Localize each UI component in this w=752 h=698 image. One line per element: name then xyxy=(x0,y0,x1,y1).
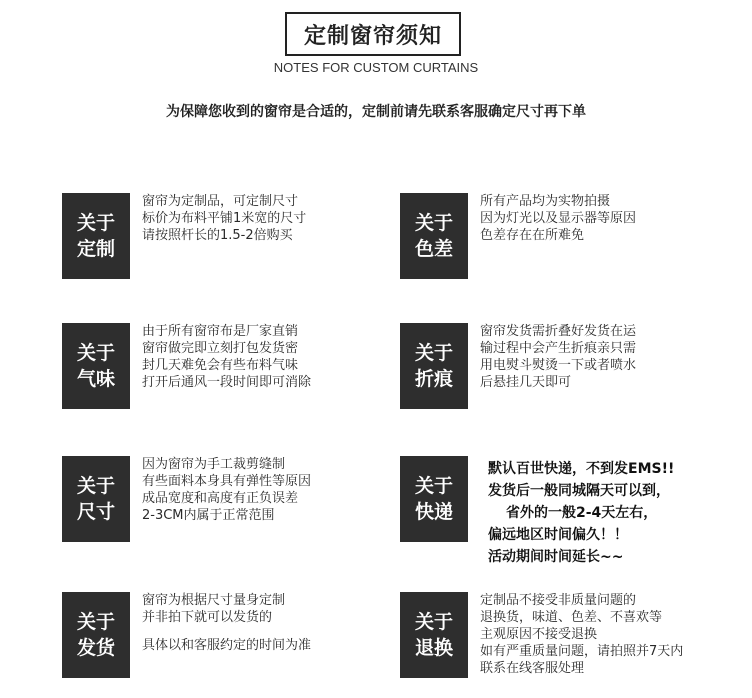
notice-card-smell xyxy=(62,323,392,413)
text-line: 具体以和客服约定的时间为准 xyxy=(142,638,312,653)
text-line: 用电熨斗熨烫一下或者喷水 xyxy=(480,358,637,373)
text-line: 发货后一般同城隔天可以到， xyxy=(488,483,670,499)
text-line: 标价为布料平铺1米宽的尺寸 xyxy=(142,211,307,226)
text-line: 偏远地区时间偏久！！ xyxy=(488,527,628,543)
badge-line: 定制 xyxy=(76,238,115,260)
text-line: 默认百世快递，不到发EMS!! xyxy=(488,461,675,477)
card-text xyxy=(480,323,745,391)
card-text xyxy=(142,456,407,524)
card-text xyxy=(142,323,407,391)
card-text xyxy=(488,458,752,568)
text-line: 活动期间时间延长~~ xyxy=(488,549,624,565)
text-line: 窗帘为根据尺寸量身定制 xyxy=(142,593,286,608)
notice-card-size xyxy=(62,456,392,546)
intro-text: 为保障您收到的窗帘是合适的，定制前请先联系客服确定尺寸再下单 xyxy=(166,104,586,120)
text-line: 请按照杆长的1.5-2倍购买 xyxy=(142,228,293,243)
notice-card-color xyxy=(400,193,730,283)
card-badge xyxy=(62,592,130,678)
notice-card-delivery xyxy=(62,592,392,682)
text-line: 后悬挂几天即可 xyxy=(480,375,572,390)
page-subtitle: NOTES FOR CUSTOM CURTAINS xyxy=(273,60,479,75)
text-line: 2-3CM内属于正常范围 xyxy=(142,508,275,523)
text-line: 如有严重质量问题，请拍照并7天内 xyxy=(480,644,684,659)
badge-line: 气味 xyxy=(76,368,115,390)
badge-line: 关于 xyxy=(76,342,115,364)
text-line: 窗帘做完即立刻打包发货密 xyxy=(142,341,299,356)
badge-line: 关于 xyxy=(414,212,453,234)
text-line: 主观原因不接受退换 xyxy=(480,627,598,642)
card-badge xyxy=(400,323,468,409)
text-line: 由于所有窗帘布是厂家直销 xyxy=(142,324,299,339)
text-line: 省外的一般2-4天左右， xyxy=(506,505,658,521)
card-badge xyxy=(400,456,468,542)
card-badge xyxy=(62,193,130,279)
notice-card-return xyxy=(400,592,730,682)
text-line: 联系在线客服处理 xyxy=(480,661,585,676)
spacer xyxy=(142,626,407,637)
text-line: 色差存在在所难免 xyxy=(480,228,585,243)
card-badge xyxy=(62,323,130,409)
badge-line: 关于 xyxy=(76,475,115,497)
badge-line: 关于 xyxy=(414,475,453,497)
text-line: 成品宽度和高度有正负误差 xyxy=(142,491,299,506)
text-line: 定制品不接受非质量问题的 xyxy=(480,593,637,608)
badge-line: 关于 xyxy=(414,342,453,364)
badge-line: 关于 xyxy=(414,611,453,633)
badge-line: 尺寸 xyxy=(76,501,115,523)
card-badge xyxy=(62,456,130,542)
card-text xyxy=(480,193,745,244)
badge-line: 折痕 xyxy=(414,368,453,390)
notice-card-crease xyxy=(400,323,730,413)
text-line: 因为灯光以及显示器等原因 xyxy=(480,211,637,226)
badge-line: 发货 xyxy=(76,637,115,659)
page-title: 定制窗帘须知 xyxy=(285,12,461,56)
badge-line: 关于 xyxy=(76,212,115,234)
badge-line: 色差 xyxy=(414,238,453,260)
card-badge xyxy=(400,193,468,279)
card-badge xyxy=(400,592,468,678)
badge-line: 关于 xyxy=(76,611,115,633)
text-line: 窗帘为定制品，可定制尺寸 xyxy=(142,194,299,209)
text-line: 并非拍下就可以发货的 xyxy=(142,610,273,625)
text-line: 有些面料本身具有弹性等原因 xyxy=(142,474,312,489)
notice-card-shipping xyxy=(400,456,730,565)
card-text xyxy=(480,592,745,677)
text-line: 输过程中会产生折痕亲只需 xyxy=(480,341,637,356)
card-text xyxy=(142,592,407,654)
text-line: 封几天难免会有些布料气味 xyxy=(142,358,299,373)
text-line: 退换货，味道、色差、不喜欢等 xyxy=(480,610,663,625)
badge-line: 退换 xyxy=(414,637,453,659)
text-line: 打开后通风一段时间即可消除 xyxy=(142,375,312,390)
badge-line: 快递 xyxy=(414,501,453,523)
text-line: 因为窗帘为手工裁剪缝制 xyxy=(142,457,286,472)
text-line: 窗帘发货需折叠好发货在运 xyxy=(480,324,637,339)
card-text xyxy=(142,193,407,244)
text-line: 所有产品均为实物拍摄 xyxy=(480,194,611,209)
notice-card-custom xyxy=(62,193,392,283)
